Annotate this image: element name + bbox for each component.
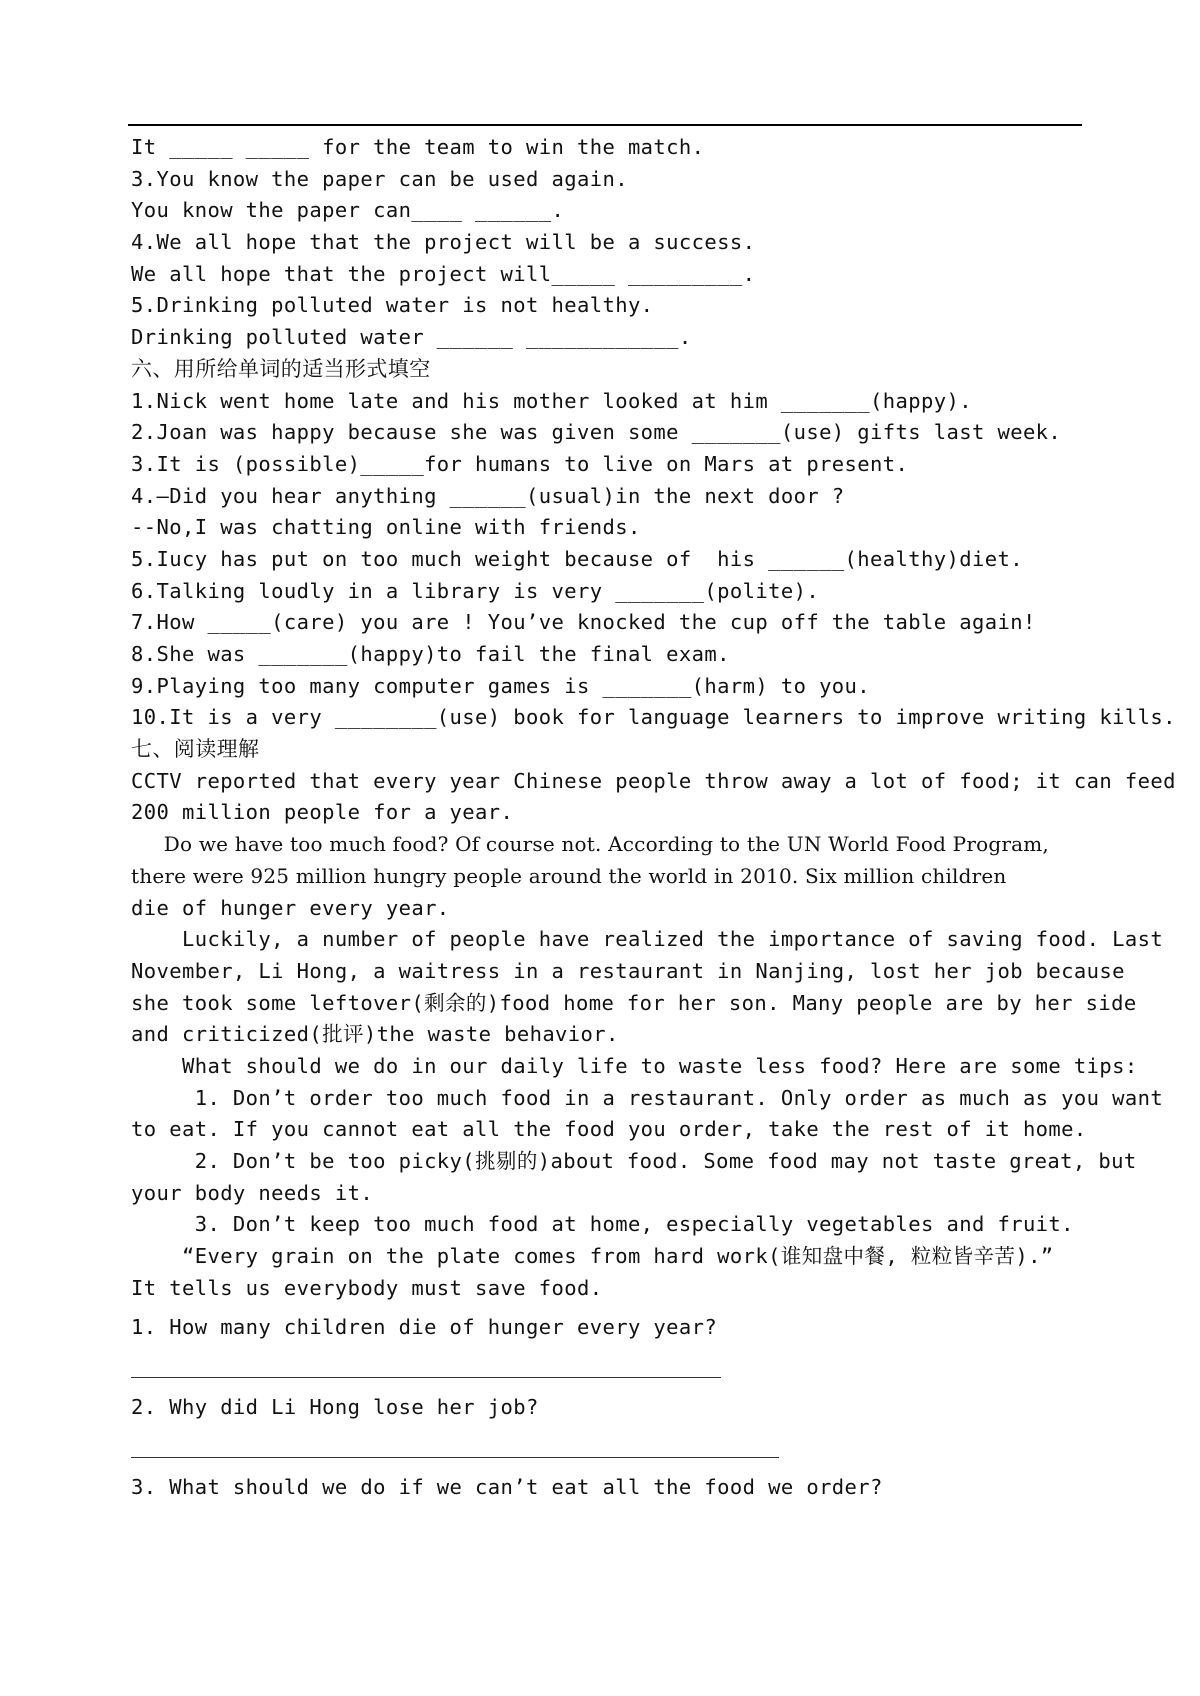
passage-line: 1. Don’t order too much food in a restaurant. Only order as much as you want (131, 1085, 1164, 1110)
worksheet-page (131, 132, 1176, 1504)
header-rule (128, 124, 1082, 126)
passage-line: she took some leftover(剩余的)food home for her son. Many people are by her side (131, 990, 1137, 1015)
passage-line: and criticized(批评)the waste behavior. (131, 1022, 619, 1047)
passage-line: It tells us everybody must save food. (131, 1275, 603, 1300)
exercise-item: 1.Nick went home late and his mother looked at him _______(happy). (131, 388, 972, 413)
answer-blank[interactable] (131, 1424, 1091, 1464)
exercise-item: 5.Iucy has put on too much weight because of his ______(healthy)diet. (131, 546, 1023, 571)
rewrite-line: We all hope that the project will_____ _________. (131, 261, 756, 286)
exercise-item: 9.Playing too many computer games is _______(harm) to you. (131, 673, 871, 698)
rewrite-line: Drinking polluted water ______ ____________. (131, 325, 692, 350)
passage-line: What should we do in our daily life to waste less food? Here are some tips: (131, 1053, 1138, 1078)
passage-line: 2. Don’t be too picky(挑剔的)about food. Some food may not taste great, but (131, 1149, 1137, 1173)
passage-line: to eat. If you cannot eat all the food you order, take the rest of it home. (131, 1117, 1087, 1142)
passage-line: November, Li Hong, a waitress in a restaurant in Nanjing, lost her job because (131, 958, 1125, 983)
passage-line: 3. Don’t keep too much food at home, especially vegetables and fruit. (131, 1212, 1074, 1237)
passage-line: CCTV reported that every year Chinese people throw away a lot of food; it can feed (131, 768, 1176, 793)
passage-line: die of hunger every year. (131, 895, 450, 920)
exercise-item: 4.—Did you hear anything ______(usual)in the next door ? (131, 483, 845, 508)
exercise-item: 2.Joan was happy because she was given some _______(use) gifts last week. (131, 420, 1062, 445)
rewrite-line: You know the paper can____ ______. (131, 198, 565, 223)
answer-blank[interactable] (131, 1344, 1091, 1384)
rewrite-line: 5.Drinking polluted water is not healthy. (131, 293, 654, 318)
passage-line: Do we have too much food? Of course not. According to the UN World Food Program, (131, 832, 1049, 857)
passage-line: Luckily, a number of people have realized the importance of saving food. Last (131, 927, 1164, 952)
question: 1. How many children die of hunger every year? (131, 1315, 718, 1340)
section-6 (131, 354, 1176, 734)
section-heading: 六、用所给单词的适当形式填空 (131, 356, 431, 381)
exercise-item: 7.How _____(care) you are ! You’ve knocked the cup off the table again! (131, 610, 1036, 635)
passage-line: your body needs it. (131, 1180, 374, 1205)
part5-continuation (131, 132, 1091, 354)
exercise-item: 8.She was _______(happy)to fail the final exam. (131, 642, 730, 666)
exercise-item: --No,I was chatting online with friends. (131, 515, 641, 540)
spacer (131, 1304, 1091, 1312)
reading-passage (131, 766, 1176, 1305)
spacer (131, 1464, 1091, 1472)
rewrite-line: 4.We all hope that the project will be a success. (131, 230, 756, 255)
spacer (131, 1384, 1091, 1392)
exercise-item: 10.It is a very ________(use) book for language learners to improve writing kills. (131, 705, 1176, 730)
question: 2. Why did Li Hong lose her job? (131, 1395, 539, 1420)
section-7 (131, 734, 1176, 1503)
passage-line: there were 925 million hungry people around the world in 2010. Six million children (131, 863, 1007, 888)
exercise-item: 6.Talking loudly in a library is very _______(polite). (131, 578, 820, 603)
passage-line: 200 million people for a year. (131, 800, 514, 825)
section-heading: 七、阅读理解 (131, 737, 260, 762)
exercise-item: 3.It is (possible)_____for humans to live on Mars at present. (131, 451, 909, 476)
question: 3. What should we do if we can’t eat all the food we order? (131, 1474, 883, 1499)
answer-line (131, 1457, 779, 1458)
passage-line: “Every grain on the plate comes from hard work(谁知盘中餐, 粒粒皆辛苦).” (131, 1244, 1054, 1269)
rewrite-line: 3.You know the paper can be used again. (131, 166, 628, 191)
answer-line (131, 1377, 721, 1378)
rewrite-line: It _____ _____ for the team to win the match. (131, 135, 705, 159)
